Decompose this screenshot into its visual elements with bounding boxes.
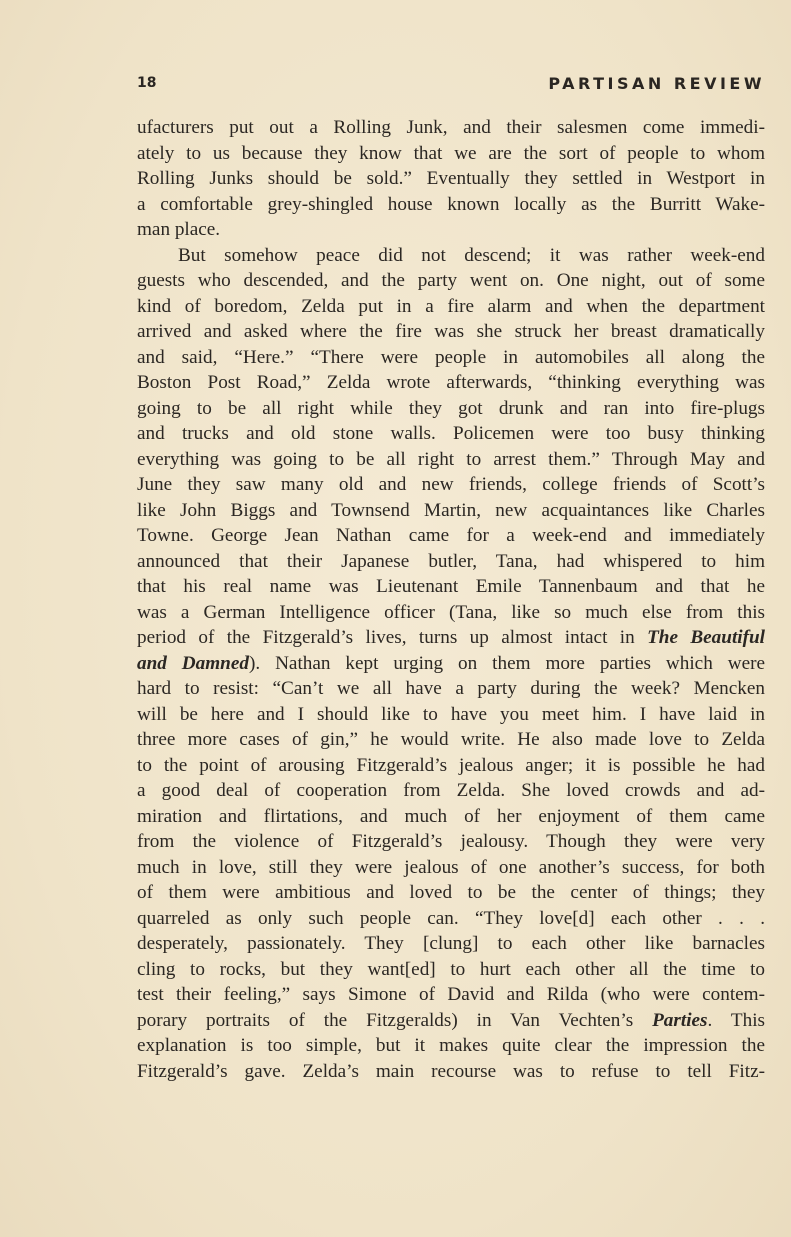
text-segment: . This <box>707 1009 765 1031</box>
text-segment: ). Nathan kept urging on them more parties which were <box>248 652 766 674</box>
text-line: ately to us because they know that we are the sort of people to whom <box>137 142 765 164</box>
text-line: going to be all right while they got drunk and ran into fire-plugs <box>137 397 765 419</box>
text-line: ufacturers put out a Rolling Junk, and their salesmen come immedi- <box>137 117 765 138</box>
text-line: man place. <box>137 219 221 240</box>
text-line: was a German Intelligence officer (Tana, like so much else from this <box>137 601 765 623</box>
text-line: and trucks and old stone walls. Policemen were too busy thinking <box>137 423 765 444</box>
text-line: kind of boredom, Zelda put in a fire alarm and when the department <box>137 295 765 317</box>
text-line: from the violence of Fitzgerald’s jealousy. Though they were very <box>137 831 765 852</box>
paragraph-2 <box>137 243 765 1085</box>
text-line <box>137 1008 765 1034</box>
text-line: Fitzgerald’s gave. Zelda’s main recourse was to refuse to tell Fitz- <box>137 1060 765 1082</box>
book-title-italic: The Beautiful <box>647 627 765 648</box>
text-line: and said, “Here.” “There were people in automobiles all along the <box>137 346 765 368</box>
text-line: test their feeling,” says Simone of David and Rilda (who were contem- <box>137 984 765 1005</box>
running-head: PARTISAN REVIEW <box>548 73 765 93</box>
text-line: announced that their Japanese butler, Tana, had whispered to him <box>137 550 765 572</box>
text-line: cling to rocks, but they want[ed] to hurt each other all the time to <box>137 958 765 980</box>
text-line: hard to resist: “Can’t we all have a party during the week? Mencken <box>137 678 765 699</box>
page-header <box>137 70 765 96</box>
page-number: 18 <box>137 75 157 91</box>
text-line: three more cases of gin,” he would write. He also made love to Zelda <box>137 729 765 750</box>
text-line: much in love, still they were jealous of one another’s success, for both <box>137 856 765 878</box>
text-line: arrived and asked where the fire was she struck her breast dramatically <box>137 321 765 342</box>
text-line: But somehow peace did not descend; it was rather week-end <box>178 244 765 266</box>
text-line: that his real name was Lieutenant Emile Tannenbaum and that he <box>137 576 765 597</box>
text-line: a good deal of cooperation from Zelda. She loved crowds and ad- <box>137 780 765 801</box>
text-line: miration and flirtations, and much of her enjoyment of them came <box>137 805 765 827</box>
body-text <box>137 115 765 1084</box>
text-line: quarreled as only such people can. “They love[d] each other . . . <box>137 907 765 929</box>
text-line: Rolling Junks should be sold.” Eventually they settled in Westport in <box>137 168 765 189</box>
text-line: everything was going to be all right to arrest them.” Through May and <box>137 448 765 470</box>
text-line: Towne. George Jean Nathan came for a week-end and immediately <box>137 525 765 546</box>
text-line: like John Biggs and Townsend Martin, new acquaintances like Charles <box>137 499 765 521</box>
text-line: June they saw many old and new friends, college friends of Scott’s <box>137 474 765 495</box>
paragraph-1 <box>137 115 765 243</box>
text-line: to the point of arousing Fitzgerald’s jealous anger; it is possible he had <box>137 754 765 776</box>
text-segment: period of the Fitzgerald’s lives, turns up almost intact in <box>137 627 648 648</box>
text-line <box>137 651 765 677</box>
text-line: a comfortable grey-shingled house known locally as the Burritt Wake- <box>137 193 765 215</box>
book-title-italic: and Damned <box>137 652 249 674</box>
text-line <box>137 625 765 651</box>
text-line: of them were ambitious and loved to be the center of things; they <box>137 882 765 903</box>
text-line: guests who descended, and the party went on. One night, out of some <box>137 270 765 291</box>
text-line: Boston Post Road,” Zelda wrote afterwards, “thinking everything was <box>137 372 765 393</box>
text-line: desperately, passionately. They [clung] to each other like barnacles <box>137 933 765 954</box>
text-line: will be here and I should like to have you meet him. I have laid in <box>137 703 765 725</box>
book-title-italic: Parties <box>652 1009 708 1031</box>
text-segment: porary portraits of the Fitzgeralds) in Van Vechten’s <box>137 1009 653 1031</box>
text-line: explanation is too simple, but it makes quite clear the impression the <box>137 1035 765 1056</box>
